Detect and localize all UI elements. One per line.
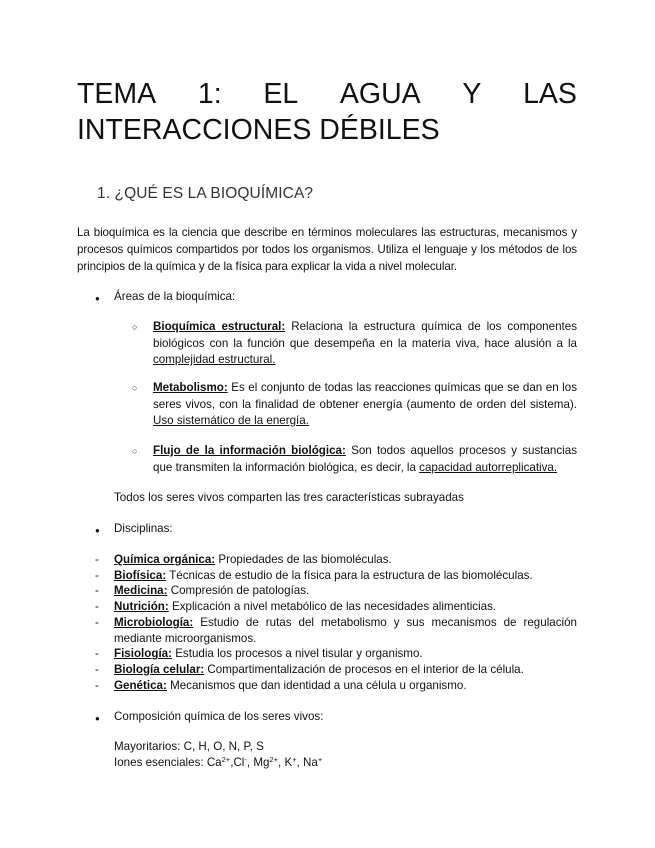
area-text: Es el conjunto de todas las reacciones químicas que se dan en los seres vivos, con la finalidad de obtener energía (aumento de orden del sistema). <box>153 381 577 411</box>
ion: K+, <box>284 754 304 769</box>
disciplina-term: Microbiología: <box>114 615 194 629</box>
dash-bullet: - <box>95 615 99 629</box>
list-item <box>95 662 577 678</box>
list-item <box>95 552 577 568</box>
disciplina-term: Biofísica: <box>114 568 167 582</box>
disciplina-term: Nutrición: <box>114 600 169 614</box>
dash-bullet: - <box>95 678 99 692</box>
list-item <box>95 583 577 599</box>
area-text: Relaciona la estructura química de los componentes biológicos con la función que desempeña en la materia viva, hace alusión a la <box>153 320 577 350</box>
bullet-label: Disciplinas: <box>114 522 173 535</box>
ion: $Ca^{2+}$, <box>206 754 234 769</box>
disciplina-term: Fisiología: <box>114 647 172 661</box>
bullet-label: Áreas de la bioquímica: <box>114 290 236 303</box>
area-item <box>132 443 577 476</box>
section-heading: 1. ¿QUÉ ES LA BIOQUÍMICA? <box>97 185 314 202</box>
bullet-icon: ● <box>95 526 100 535</box>
ion: $Mg^{2+}$, <box>253 754 285 769</box>
area-underlined: capacidad autorreplicativa. <box>419 460 558 474</box>
disciplinas-list <box>95 552 577 693</box>
disciplina-text: Técnicas de estudio de la física para la estructura de las biomoléculas. <box>166 568 533 582</box>
disciplina-text: Compartimentalización de procesos en el interior de la célula. <box>204 662 524 676</box>
disciplina-text: Propiedades de las biomoléculas. <box>215 553 392 566</box>
list-item <box>95 568 577 584</box>
iones-line <box>114 755 322 771</box>
ion: Na+ <box>303 754 323 769</box>
dash-bullet: - <box>95 553 99 566</box>
title-line-1 <box>77 76 577 112</box>
disciplina-term: Biología celular: <box>114 662 205 676</box>
area-item <box>132 380 577 430</box>
dash-bullet: - <box>95 647 99 661</box>
title-word: EL <box>263 78 299 110</box>
disciplina-text: Explicación a nivel metabólico de las necesidades alimenticias. <box>168 600 497 614</box>
list-item <box>95 599 577 615</box>
mayoritarios-line: Mayoritarios: C, H, O, N, P, S <box>114 740 264 753</box>
title-line-2: INTERACCIONES DÉBILES <box>77 114 440 146</box>
bullet-icon: ● <box>95 294 100 303</box>
intro-paragraph: La bioquímica es la ciencia que describe en términos moleculares las estructuras, mecanismos y procesos químicos compartidos por todos los organismos. Utiliza el lenguaje y los métodos de los principios de la química y de la física para explicar la vida a nivel molecular. <box>77 226 577 273</box>
bullet-icon: ● <box>95 714 100 723</box>
area-item <box>132 319 577 369</box>
dash-bullet: - <box>95 662 99 676</box>
title-word: LAS <box>523 78 577 110</box>
disciplina-text: Estudio de rutas del metabolismo y sus mecanismos de regulación mediante microorganismos. <box>114 615 577 645</box>
list-item <box>95 646 577 662</box>
page-title <box>77 76 577 148</box>
title-word: AGUA <box>339 78 421 110</box>
area-underlined: complejidad estructural. <box>153 353 276 366</box>
composicion-block <box>114 739 322 770</box>
area-term: Flujo de la información biológica: <box>153 444 346 457</box>
dash-bullet: - <box>95 600 99 614</box>
area-term: Bioquímica estructural: <box>153 320 286 333</box>
bullet-label: Composición química de los seres vivos: <box>114 710 324 723</box>
disciplina-term: Química orgánica: <box>114 553 216 566</box>
dash-bullet: - <box>95 584 99 598</box>
disciplina-text: Compresión de patologías. <box>167 584 310 598</box>
area-underlined: Uso sistemático de la energía. <box>153 414 309 427</box>
area-text: Son todos aquellos procesos y sustancias que transmiten la información biológica, es decir, la <box>153 444 577 474</box>
list-item <box>95 615 577 646</box>
disciplina-text: Mecanismos que dan identidad a una célula u organismo. <box>166 678 467 692</box>
disciplina-text: Estudia los procesos a nivel tisular y organismo. <box>171 647 423 661</box>
areas-summary: Todos los seres vivos comparten las tres características subrayadas <box>114 491 464 504</box>
circle-bullet-icon: ○ <box>132 383 138 393</box>
circle-bullet-icon: ○ <box>132 446 138 456</box>
title-word: TEMA <box>77 78 157 110</box>
area-term: Metabolismo: <box>153 381 228 394</box>
dash-bullet: - <box>95 568 99 582</box>
disciplina-term: Genética: <box>114 678 167 692</box>
list-item <box>95 678 577 694</box>
title-word: 1: <box>197 78 222 110</box>
disciplina-term: Medicina: <box>114 584 168 598</box>
circle-bullet-icon: ○ <box>132 322 138 332</box>
title-word: Y <box>462 78 482 110</box>
ion: Cl-, <box>233 754 254 769</box>
iones-prefix: Iones esenciales: <box>114 755 207 769</box>
